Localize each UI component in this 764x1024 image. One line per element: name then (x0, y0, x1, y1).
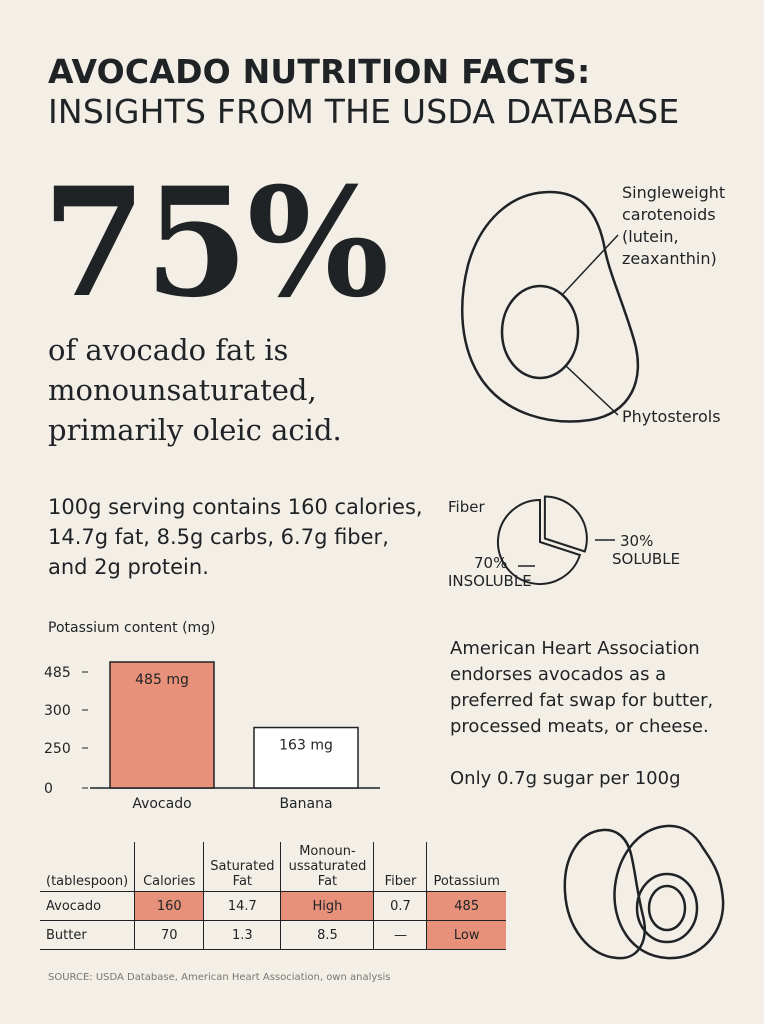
table-cell: 14.7 (204, 892, 281, 921)
avocado-outline-icon (462, 192, 638, 421)
sugar-text: Only 0.7g sugar per 100g (450, 768, 681, 789)
avocado-half-front-icon (614, 826, 723, 958)
comparison-table (40, 842, 506, 950)
source-note: SOURCE: USDA Database, American Heart Association, own analysis (48, 972, 391, 983)
title-line-2: INSIGHTS FROM THE USDA DATABASE (48, 92, 680, 131)
page-title (48, 52, 679, 132)
fiber-pie-chart (440, 490, 740, 600)
x-category-label: Banana (279, 796, 333, 812)
table-header: Saturated Fat (204, 842, 281, 892)
potassium-chart-title: Potassium content (mg) (48, 620, 216, 636)
avocado-halves-illustration (555, 820, 735, 970)
callout-line-bottom (566, 366, 618, 415)
table-header: Potassium (427, 842, 506, 892)
table-header-row (40, 842, 506, 892)
aha-text: American Heart Association endorses avocados as a preferred fat swap for butter, processed meats, or cheese. (450, 638, 714, 737)
callout-phytosterols: Phytosterols (622, 407, 721, 426)
table-cell: 0.7 (374, 892, 427, 921)
table-cell: 8.5 (281, 921, 374, 950)
table-row (40, 921, 506, 950)
callout-carotenoids: Singleweight carotenoids (lutein, zeaxanthin) (622, 183, 726, 268)
insoluble-value: 70% (474, 554, 508, 572)
y-tick-label: 300 (44, 703, 71, 719)
soluble-text: SOLUBLE (612, 550, 681, 568)
insoluble-text: INSOLUBLE (448, 572, 532, 590)
table-header: Calories (135, 842, 204, 892)
table-cell-highlight: High (281, 892, 374, 921)
serving-text: 100g serving contains 160 calories, 14.7g fat, 8.5g carbs, 6.7g fiber, and 2g protein. (48, 495, 423, 579)
fiber-chart-label: Fiber (448, 498, 485, 516)
table-header: (tablespoon) (40, 842, 135, 892)
table-cell: Avocado (40, 892, 135, 921)
table-cell: — (374, 921, 427, 950)
title-line-1: AVOCADO NUTRITION FACTS: (48, 52, 591, 91)
y-axis-ticks (44, 665, 88, 797)
x-category-label: Avocado (132, 796, 192, 812)
soluble-value: 30% (620, 532, 654, 550)
bars-group (110, 662, 358, 812)
bar-data-label: 485 mg (135, 672, 189, 688)
avocado-pit-outer-icon (637, 874, 697, 942)
fiber-slice-soluble (545, 497, 587, 552)
table-header: Fiber (374, 842, 427, 892)
table-row (40, 892, 506, 921)
potassium-bar-chart (40, 648, 400, 818)
big-stat-description: of avocado fat is monounsaturated, primarily oleic acid. (48, 333, 342, 447)
table-cell-highlight: 160 (135, 892, 204, 921)
table-cell: 70 (135, 921, 204, 950)
y-tick-label: 485 (44, 665, 71, 681)
table-cell-highlight: Low (427, 921, 506, 950)
bar-data-label: 163 mg (279, 737, 333, 754)
table-header: Monoun-ussaturated Fat (281, 842, 374, 892)
table-cell: Butter (40, 921, 135, 950)
avocado-pit-icon (502, 286, 578, 378)
avocado-pit-inner-icon (649, 886, 685, 930)
big-stat-value: 75% (42, 155, 388, 331)
table-cell-highlight: 485 (427, 892, 506, 921)
y-tick-label: 0 (44, 781, 53, 797)
avocado-half-back-icon (565, 830, 645, 958)
y-tick-label: 250 (44, 741, 71, 757)
table-cell: 1.3 (204, 921, 281, 950)
